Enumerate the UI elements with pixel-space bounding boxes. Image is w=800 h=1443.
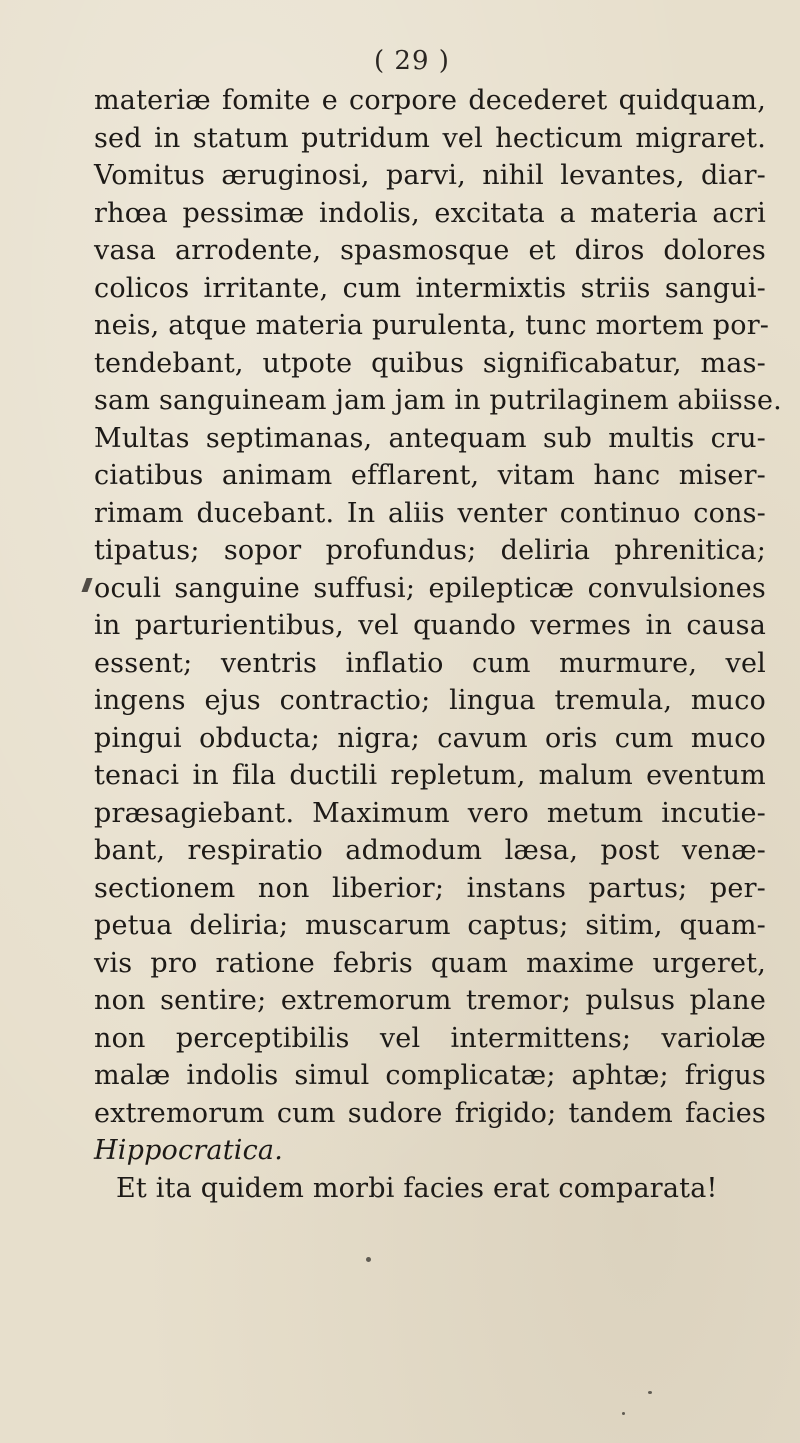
text-line: bant, respiratio admodum læsa, post venæ- (94, 835, 766, 866)
text-line: sectionem non liberior; instans partus; per- (94, 872, 766, 904)
text-line: non perceptibilis vel intermittens; variolæ (94, 1022, 766, 1054)
text-line: oculi sanguine suffusi; epilepticæ convulsiones (94, 572, 766, 604)
text-line: extremorum cum sudore frigido; tandem facies (94, 1097, 766, 1129)
text-line: ciatibus animam efflarent, vitam hanc miser- (94, 460, 766, 491)
text-line: in parturientibus, vel quando vermes in causa (94, 610, 766, 641)
text-line: colicos irritante, cum intermixtis striis sangui- (94, 272, 766, 304)
text-line: Vomitus æruginosi, parvi, nihil levantes, diar- (94, 160, 766, 191)
ink-speck (648, 1391, 652, 1394)
margin-mark (81, 578, 92, 592)
text-line: rhœa pessimæ indolis, excitata a materia acri (94, 197, 766, 229)
text-line: sam sanguineam jam jam in putrilaginem abiisse. (94, 385, 782, 416)
text-line: tipatus; sopor profundus; deliria phrenitica; (94, 535, 766, 566)
ink-speck (622, 1412, 625, 1415)
text-line: malæ indolis simul complicatæ; aphtæ; frigus (94, 1060, 766, 1091)
text-line: essent; ventris inflatio cum murmure, vel (94, 647, 766, 679)
body-text (94, 82, 782, 1207)
text-line: materiæ fomite e corpore decederet quidquam, (94, 85, 766, 116)
text-line: ingens ejus contractio; lingua tremula, muco (94, 685, 766, 716)
text-line: Multas septimanas, antequam sub multis cru- (94, 422, 766, 454)
ink-speck (366, 1257, 371, 1262)
text-line: vis pro ratione febris quam maxime urgeret, (94, 947, 766, 979)
text-line: neis, atque materia purulenta, tunc mortem por- (94, 310, 770, 341)
text-line: sed in statum putridum vel hecticum migraret. (94, 122, 766, 154)
text-line: vasa arrodente, spasmosque et diros dolores (94, 235, 766, 266)
text-line: præsagiebant. Maximum vero metum incutie- (94, 797, 766, 829)
text-line: rimam ducebant. In aliis venter continuo cons- (94, 497, 766, 529)
text-line: tenaci in fila ductili repletum, malum eventum (94, 760, 766, 791)
text-line: pingui obducta; nigra; cavum oris cum muco (94, 722, 766, 754)
text-line: Hippocratica. (94, 1135, 284, 1166)
page-number: ( 29 ) (374, 46, 450, 76)
text-line: non sentire; extremorum tremor; pulsus plane (94, 985, 766, 1016)
text-line: Et ita quidem morbi facies erat comparata! (116, 1172, 718, 1204)
text-line: tendebant, utpote quibus significabatur, mas- (94, 347, 766, 379)
text-line: petua deliria; muscarum captus; sitim, quam- (94, 910, 766, 941)
